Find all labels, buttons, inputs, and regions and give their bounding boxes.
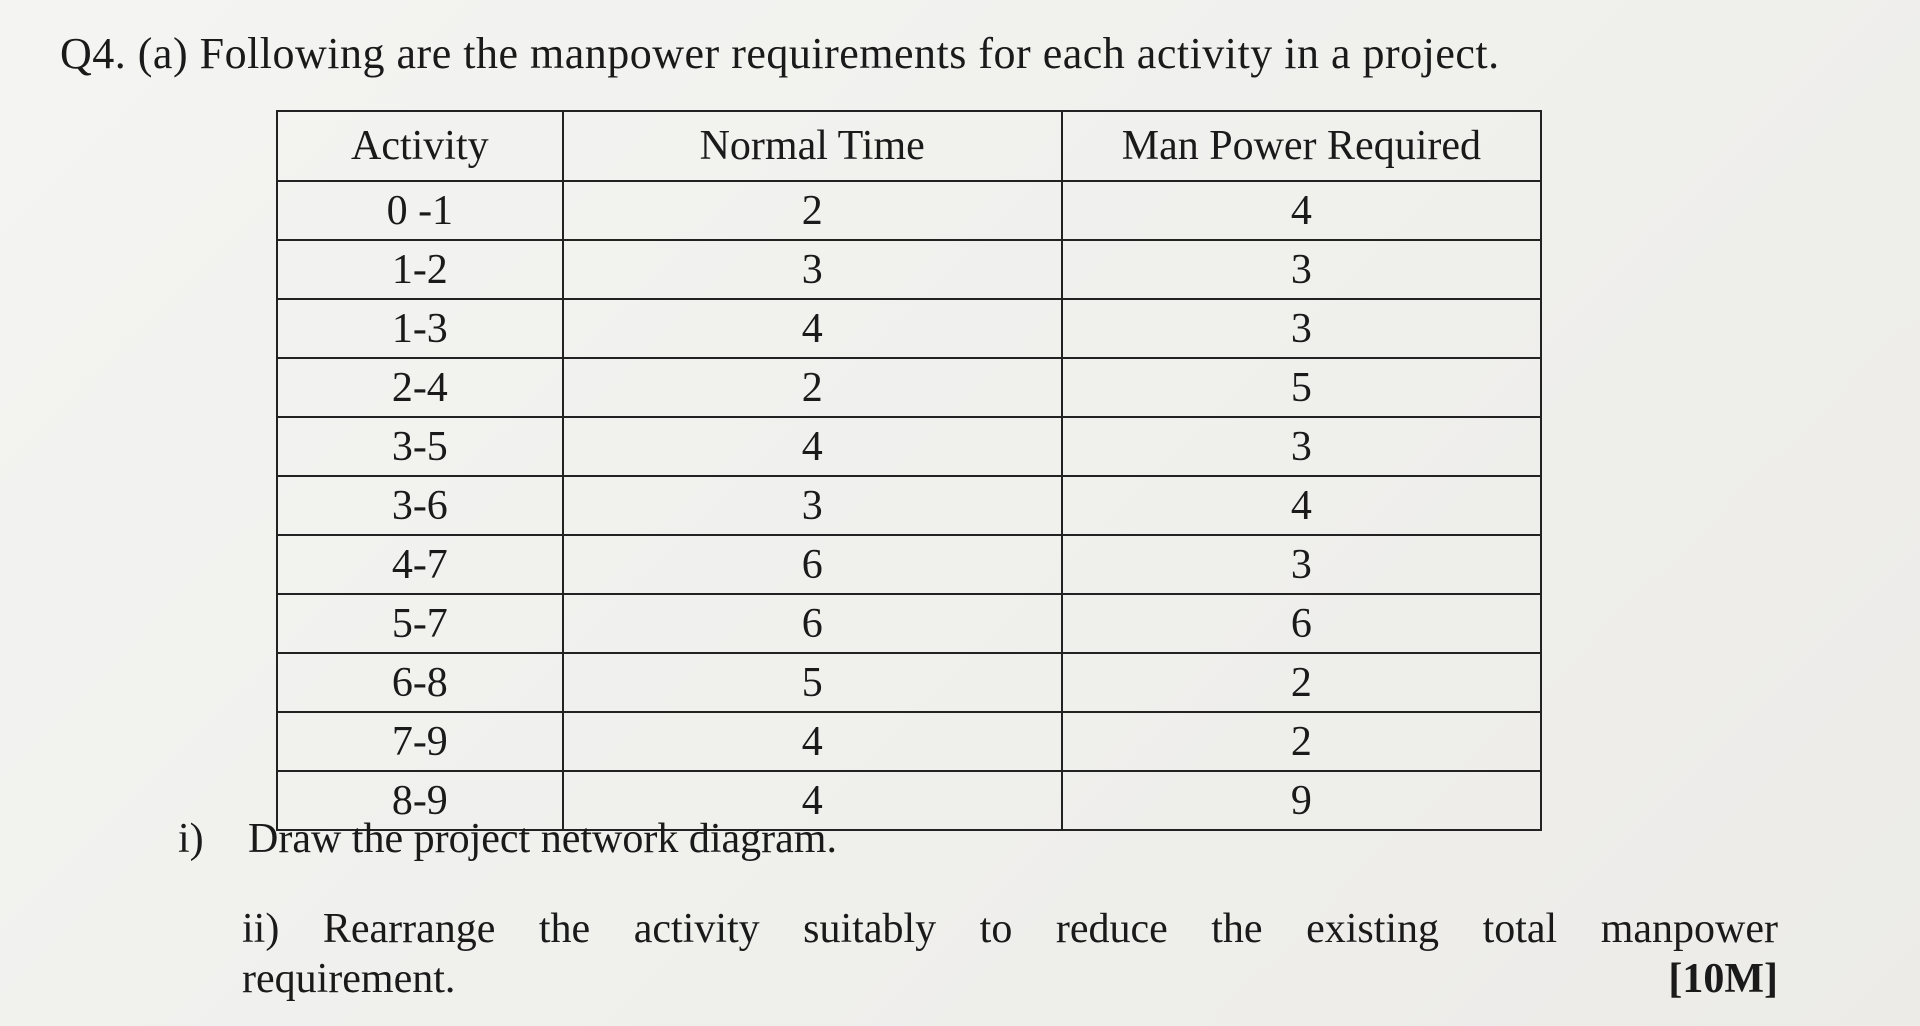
cell-normal-time: 6 [563, 535, 1062, 594]
table-row [277, 594, 1541, 653]
cell-man-power: 6 [1062, 594, 1541, 653]
cell-activity: 2-4 [277, 358, 563, 417]
table-row [277, 417, 1541, 476]
table-row [277, 535, 1541, 594]
cell-activity: 7-9 [277, 712, 563, 771]
marks-label: [10M] [1668, 956, 1778, 1002]
cell-activity: 0 -1 [277, 181, 563, 240]
part-i [178, 815, 837, 863]
part-ii-line-1: ii) Rearrange the activity suitably to reduce the existing total manpower [242, 906, 1778, 952]
cell-normal-time: 2 [563, 358, 1062, 417]
cell-man-power: 2 [1062, 712, 1541, 771]
cell-normal-time: 5 [563, 653, 1062, 712]
cell-normal-time: 6 [563, 594, 1062, 653]
cell-normal-time: 3 [563, 476, 1062, 535]
cell-man-power: 3 [1062, 240, 1541, 299]
cell-man-power: 9 [1062, 771, 1541, 830]
header-man-power: Man Power Required [1062, 111, 1541, 181]
cell-activity: 1-2 [277, 240, 563, 299]
table-row [277, 712, 1541, 771]
table-row [277, 299, 1541, 358]
cell-activity: 4-7 [277, 535, 563, 594]
table-header-row [277, 111, 1541, 181]
cell-man-power: 5 [1062, 358, 1541, 417]
cell-activity: 3-5 [277, 417, 563, 476]
cell-man-power: 4 [1062, 181, 1541, 240]
table-row [277, 653, 1541, 712]
cell-normal-time: 3 [563, 240, 1062, 299]
cell-normal-time: 4 [563, 771, 1062, 830]
cell-normal-time: 4 [563, 417, 1062, 476]
table-row [277, 476, 1541, 535]
cell-normal-time: 2 [563, 181, 1062, 240]
cell-activity: 3-6 [277, 476, 563, 535]
header-normal-time: Normal Time [563, 111, 1062, 181]
table-row [277, 358, 1541, 417]
cell-activity: 6-8 [277, 653, 563, 712]
table-row [277, 240, 1541, 299]
cell-man-power: 3 [1062, 299, 1541, 358]
cell-normal-time: 4 [563, 299, 1062, 358]
part-ii-line-2: requirement. [242, 956, 456, 1002]
table-row [277, 181, 1541, 240]
question-heading: Q4. (a) Following are the manpower requirements for each activity in a project. [60, 29, 1500, 78]
cell-man-power: 2 [1062, 653, 1541, 712]
activity-table [276, 110, 1542, 831]
part-i-text: Draw the project network diagram. [248, 816, 837, 862]
cell-man-power: 3 [1062, 535, 1541, 594]
cell-activity: 5-7 [277, 594, 563, 653]
part-i-number: i) [178, 816, 204, 862]
cell-activity: 1-3 [277, 299, 563, 358]
cell-activity: 8-9 [277, 771, 563, 830]
cell-normal-time: 4 [563, 712, 1062, 771]
cell-man-power: 3 [1062, 417, 1541, 476]
cell-man-power: 4 [1062, 476, 1541, 535]
header-activity: Activity [277, 111, 563, 181]
